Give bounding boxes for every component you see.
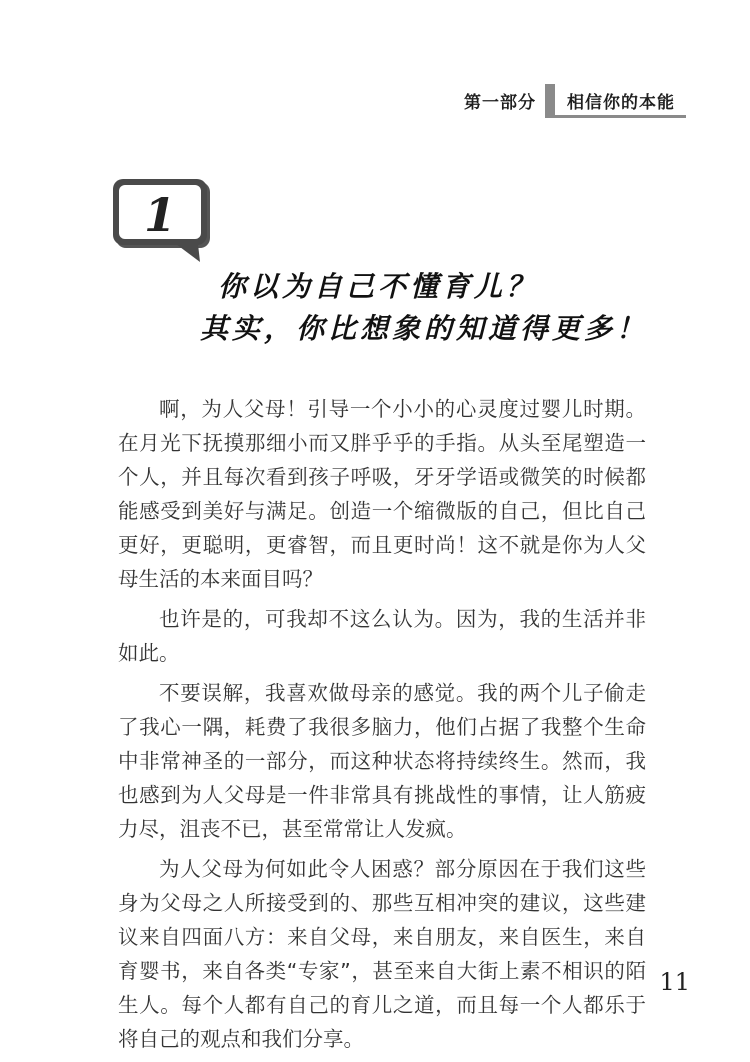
page-number: 11 xyxy=(659,968,690,996)
body-text xyxy=(118,392,646,1062)
paragraph: 啊，为人父母！引导一个小小的心灵度过婴儿时期。在月光下抚摸那细小而又胖乎乎的手指。从头至尾塑造一个人，并且每次看到孩子呼吸，牙牙学语或微笑的时候都能感受到美好与满足。创造一个缩微版的自己，但比自己更好，更聪明，更睿智，而且更时尚！这不就是你为人父母生活的本来面目吗？ xyxy=(118,397,646,591)
chapter-title-line-2: 其实，你比想象的知道得更多！ xyxy=(200,312,649,345)
paragraph: 不要误解，我喜欢做母亲的感觉。我的两个儿子偷走了我心一隅，耗费了我很多脑力，他们占据了我整个生命中非常神圣的一部分，而这种状态将持续终生。然而，我也感到为人父母是一件非常具有挑战性的事情，让人筋疲力尽，沮丧不已，甚至常常让人发疯。 xyxy=(118,681,646,841)
chapter-badge xyxy=(110,176,220,268)
chapter-title xyxy=(200,266,658,350)
header-rule xyxy=(545,115,686,118)
header-divider xyxy=(545,84,555,116)
paragraph: 为人父母为何如此令人困惑？部分原因在于我们这些身为父母之人所接受到的、那些互相冲突的建议，这些建议来自四面八方：来自父母，来自朋友，来自医生，来自育婴书，来自各类“专家”，甚至来自大街上素不相识的陌生人。每个人都有自己的育儿之道，而且每一个人都乐于将自己的观点和我们分享。 xyxy=(118,857,646,1051)
paragraph: 也许是的，可我却不这么认为。因为，我的生活并非如此。 xyxy=(118,607,646,665)
chapter-title-line-1: 你以为自己不懂育儿？ xyxy=(218,270,539,303)
header-part-label: 第一部分 xyxy=(464,93,536,113)
running-header xyxy=(0,82,686,122)
chapter-number: 1 xyxy=(143,188,176,242)
header-section-label: 相信你的本能 xyxy=(567,93,675,113)
